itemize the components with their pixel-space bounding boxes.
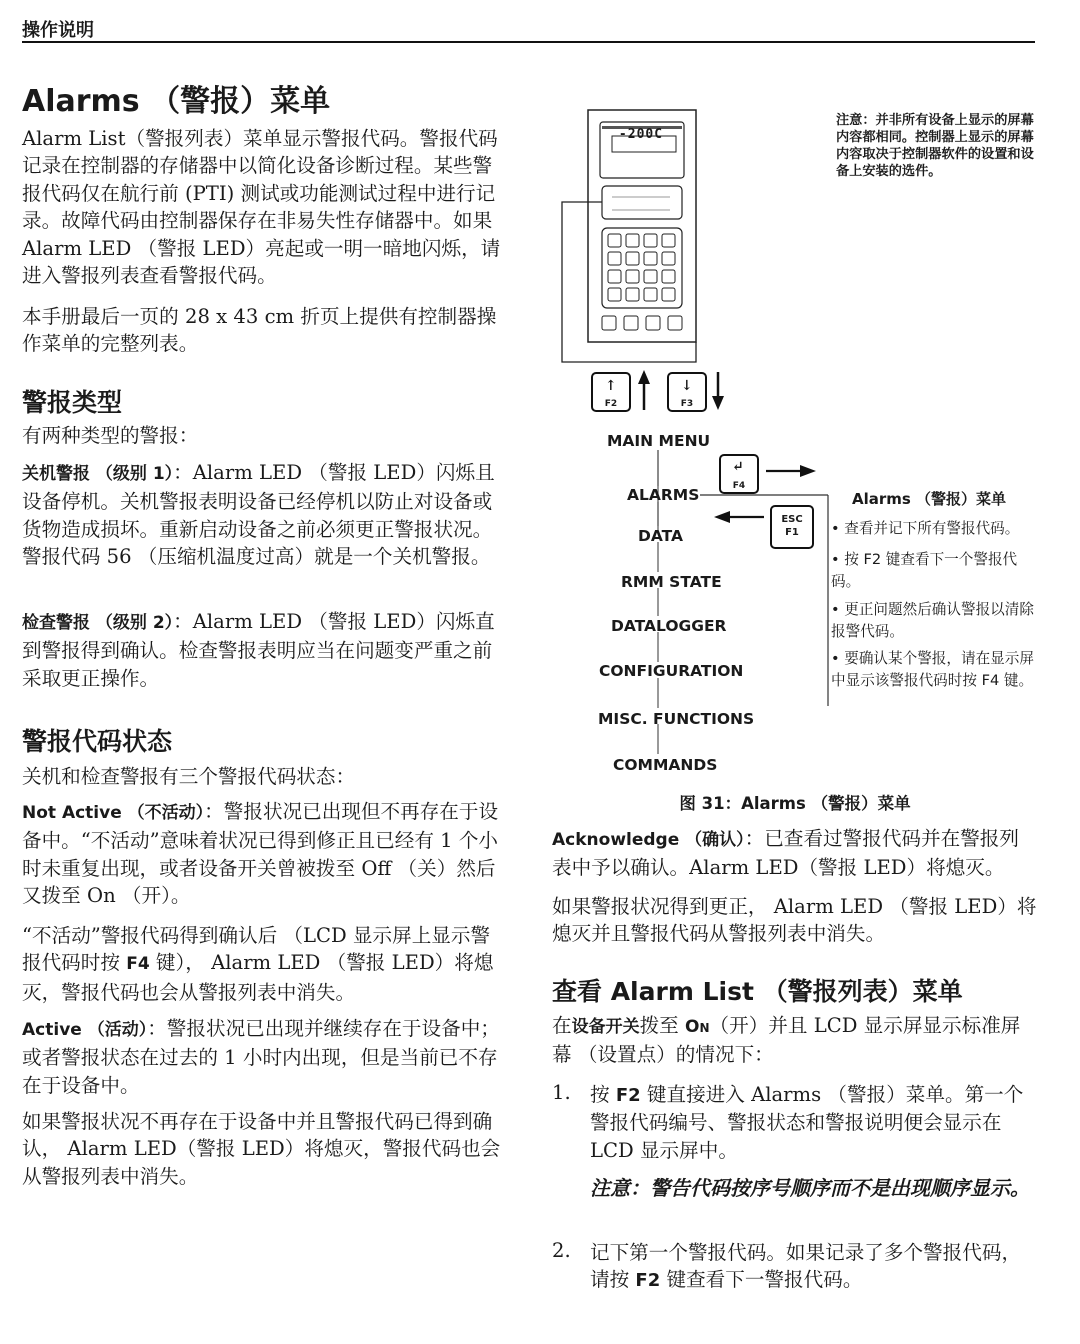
step-2-pre: 记下第一个警报代码。如果记录了多个警报代码，请按 — [590, 1241, 1022, 1292]
figure-caption: 图 31：Alarms （警报）菜单 — [679, 794, 911, 813]
section-header: 操作说明 — [22, 20, 94, 41]
unit-switch-label: 设备开关 — [571, 1017, 640, 1037]
shutdown-alarm-paragraph — [22, 459, 506, 571]
alarm-status-intro: 关机和检查警报有三个警报代码状态： — [22, 765, 356, 788]
menu-item-main-menu: MAIN MENU — [607, 432, 711, 450]
acknowledge-text: ：已查看过警报代码并在警报列表中予以确认。Alarm LED（警报 LED）将熄灭。 — [552, 827, 1019, 880]
corrected-paragraph: 如果警报状况得到更正， Alarm LED （警报 LED）将熄灭并且警报代码从警报列表中消失。 — [552, 895, 1037, 946]
esc-f1-key-icon: ESC F1 — [770, 505, 814, 549]
shutdown-alarm-label: 关机警报 （级别 1） — [22, 464, 174, 484]
step-1-key: F2 — [615, 1085, 641, 1106]
step-2-number: 2. — [552, 1239, 571, 1262]
left-arrow-icon — [714, 508, 766, 526]
f3-key-icon: F3 ↓ — [667, 372, 707, 412]
page-title: Alarms （警报）菜单 — [22, 84, 331, 119]
intro-paragraph: Alarm List（警报列表）菜单显示警报代码。警报代码记录在控制器的存储器中以简化设备诊断过程。某些警报代码仅在航行前 (PTI) 测试或功能测试过程中进行记录。故障代码由控制器保存在非易失性存储器中。如果 Alarm LED （警报 LED）亮起或一明一暗地闪烁，请进入警报列表查看警报代码。 — [22, 127, 501, 288]
not-active-label: Not Active （不活动） — [22, 803, 205, 823]
menu-item-datalogger: DATALOGGER — [611, 617, 727, 635]
menu-connector-lines — [650, 450, 840, 760]
acknowledge-paragraph — [552, 825, 1038, 882]
view-alarm-list-heading: 查看 Alarm List （警报列表）菜单 — [552, 977, 963, 1006]
lcd-screen — [602, 186, 682, 219]
alarm-bullet-2: • 按 F2 键查看下一个警报代码。 — [831, 551, 1018, 590]
step-2-post: 键查看下一警报代码。 — [660, 1268, 863, 1292]
f2-key-icon: F2 ↑ — [591, 372, 631, 412]
menu-item-alarms: ALARMS — [627, 486, 700, 504]
view-intro-post: （开）并且 LCD 显示屏显示标准屏幕 （设置点）的情况下： — [552, 1014, 1021, 1067]
right-arrow-icon — [764, 462, 818, 480]
menu-item-rmm-state: RMM STATE — [621, 573, 722, 591]
step-1-post: 键直接进入 Alarms （警报）菜单。第一个警报代码编号、警报状态和警报说明便会显示在 LCD 显示屏中。 — [590, 1083, 1024, 1162]
check-alarm-label: 检查警报 （级别 2） — [22, 613, 174, 633]
alarm-bullet-3: • 更正问题然后确认警报以清除报警代码。 — [831, 601, 1034, 640]
inactive-ack-post: 键）， Alarm LED （警报 LED）将熄灭，警报代码也会从警报列表中消失。 — [22, 951, 494, 1004]
alarm-bullet-1: • 查看并记下所有警报代码。 — [831, 520, 1020, 537]
alarm-types-intro: 有两种类型的警报： — [22, 424, 199, 447]
acknowledge-label: Acknowledge （确认） — [552, 830, 745, 850]
step-2-key: F2 — [635, 1270, 661, 1292]
step-1-text — [590, 1081, 1038, 1164]
check-alarm-paragraph — [22, 608, 506, 692]
alarm-status-heading: 警报代码状态 — [22, 727, 173, 756]
not-active-paragraph — [22, 798, 506, 910]
active-label: Active （活动） — [22, 1020, 148, 1040]
header-rule — [22, 41, 1035, 43]
active-final-paragraph: 如果警报状况不再存在于设备中并且警报代码已得到确认， Alarm LED（警报 LED）将熄灭，警报代码也会从警报列表中消失。 — [22, 1110, 501, 1188]
manual-note-paragraph: 本手册最后一页的 28 x 43 cm 折页上提供有控制器操作菜单的完整列表。 — [22, 305, 497, 356]
check-alarm-text: ：Alarm LED （警报 LED）闪烁直到警报得到确认。检查警报表明应当在问题变严重之前采取更正操作。 — [22, 610, 495, 690]
active-paragraph — [22, 1015, 506, 1099]
inactive-ack-key: F4 — [126, 954, 150, 975]
alarms-menu-title: Alarms （警报）菜单 — [852, 490, 1007, 508]
active-text: ：警报状况已出现并继续存在于设备中；或者警报状态在过去的 1 小时内出现，但是当前已不存在于设备中。 — [22, 1017, 500, 1097]
shutdown-alarm-text: ：Alarm LED （警报 LED）闪烁且设备停机。关机警报表明设备已经停机以防止对设备或货物造成损坏。重新启动设备之前必须更正警报状况。警报代码 56 （压缩机温度过高）就是一个关机警报。 — [22, 461, 495, 569]
sequence-note: 注意：警告代码按序号顺序而不是出现顺序显示。 — [590, 1176, 1030, 1200]
step-1-pre: 按 — [590, 1083, 616, 1106]
inactive-ack-pre: “不活动”警报代码得到确认后 （LCD 显示屏上显示警报代码时按 — [22, 924, 491, 975]
menu-item-commands: COMMANDS — [613, 756, 718, 774]
alarm-types-heading: 警报类型 — [22, 388, 123, 417]
view-intro-paragraph — [552, 1012, 1038, 1069]
step-1-number: 1. — [552, 1081, 571, 1104]
inactive-ack-paragraph — [22, 922, 506, 1006]
figure-note: 注意：并非所有设备上显示的屏幕内容都相同。控制器上显示的屏幕内容取决于控制器软件的设置和设备上安装的选件。 — [836, 113, 1034, 179]
menu-item-configuration: CONFIGURATION — [599, 662, 744, 680]
step-2-text — [590, 1239, 1038, 1295]
f4-key-icon: F4 ↵ — [719, 454, 759, 494]
on-label: On — [685, 1017, 710, 1037]
view-intro-pre: 在 — [552, 1014, 572, 1037]
menu-item-misc-functions: MISC. FUNCTIONS — [598, 710, 755, 728]
menu-item-data: DATA — [638, 527, 684, 545]
display-readout-value: -200C — [618, 127, 664, 142]
view-intro-mid: 拨至 — [639, 1014, 686, 1037]
not-active-text: ：警报状况已出现但不再存在于设备中。“不活动”意味着状况已得到修正且已经有 1 个小时未重复出现，或者设备开关曾被拨至 Off （关）然后又拨至 On （开）。 — [22, 800, 499, 908]
alarm-bullet-4: • 要确认某个警报，请在显示屏中显示该警报代码时按 F4 键。 — [831, 650, 1034, 689]
